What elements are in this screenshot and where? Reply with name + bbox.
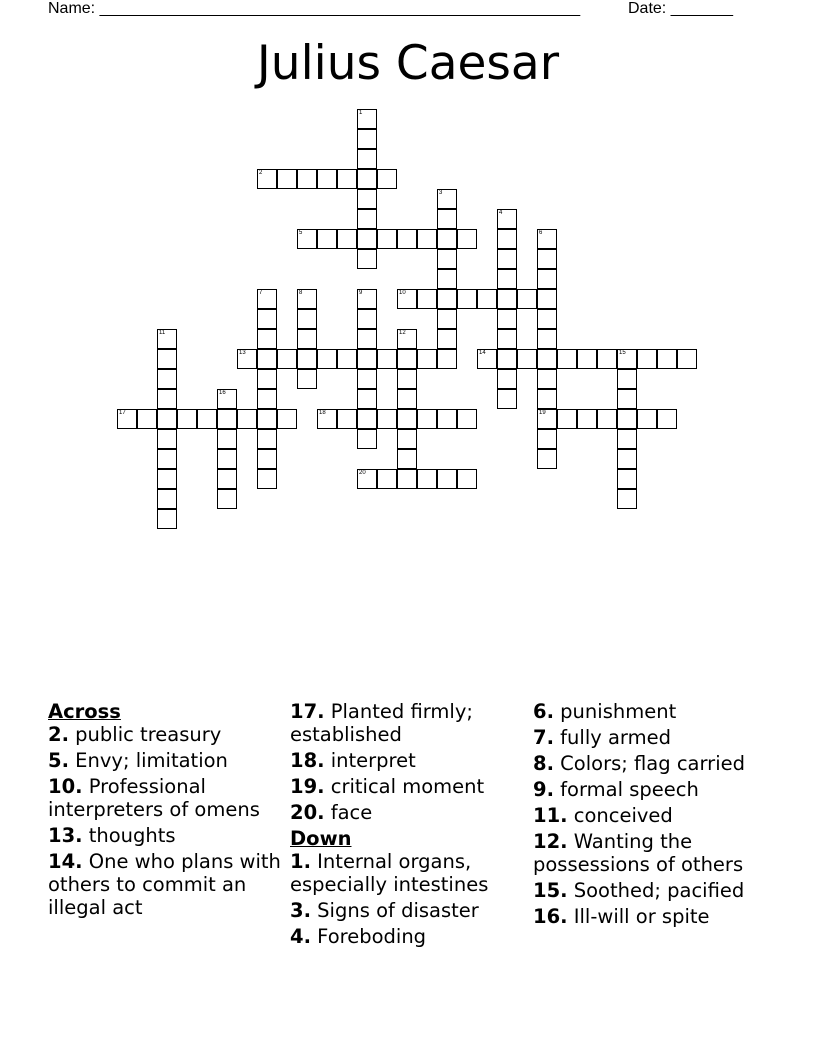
clue-number: 5: [299, 230, 303, 236]
grid-cell[interactable]: [437, 309, 457, 329]
grid-cell[interactable]: [557, 349, 577, 369]
grid-cell[interactable]: [297, 289, 317, 309]
grid-cell[interactable]: [397, 469, 417, 489]
grid-cell[interactable]: [397, 289, 417, 309]
grid-cell[interactable]: [257, 329, 277, 349]
clue-item: 16. Ill-will or spite: [533, 905, 710, 928]
clue-number: 18: [319, 410, 326, 416]
grid-cell[interactable]: [257, 289, 277, 309]
grid-cell[interactable]: [397, 329, 417, 349]
grid-cell[interactable]: [157, 329, 177, 349]
grid-cell[interactable]: [257, 409, 277, 429]
grid-cell[interactable]: [117, 409, 137, 429]
clue-number: 19: [539, 410, 546, 416]
grid-cell[interactable]: [357, 329, 377, 349]
grid-cell[interactable]: [537, 349, 557, 369]
clue-item: 1. Internal organs, especially intestines: [290, 850, 489, 896]
grid-cell[interactable]: [377, 469, 397, 489]
grid-cell[interactable]: [437, 289, 457, 309]
grid-cell[interactable]: [157, 429, 177, 449]
grid-cell[interactable]: [637, 349, 657, 369]
grid-cell[interactable]: [237, 409, 257, 429]
grid-cell[interactable]: [397, 429, 417, 449]
grid-cell[interactable]: [617, 409, 637, 429]
grid-cell[interactable]: [337, 169, 357, 189]
grid-cell[interactable]: [357, 229, 377, 249]
grid-cell[interactable]: [497, 289, 517, 309]
grid-cell[interactable]: [157, 489, 177, 509]
grid-cell[interactable]: [417, 289, 437, 309]
clue-item: 19. critical moment: [290, 775, 485, 798]
grid-cell[interactable]: [597, 349, 617, 369]
grid-cell[interactable]: [257, 169, 277, 189]
grid-cell[interactable]: [457, 229, 477, 249]
grid-cell[interactable]: [377, 349, 397, 369]
grid-cell[interactable]: [497, 349, 517, 369]
grid-cell[interactable]: [317, 169, 337, 189]
grid-cell[interactable]: [417, 469, 437, 489]
grid-cell[interactable]: [417, 229, 437, 249]
grid-cell[interactable]: [497, 369, 517, 389]
grid-cell[interactable]: [217, 429, 237, 449]
clue-number: 6: [539, 230, 543, 236]
grid-cell[interactable]: [277, 349, 297, 369]
date-field-label: Date: _______: [628, 0, 733, 17]
grid-cell[interactable]: [537, 449, 557, 469]
grid-cell[interactable]: [657, 349, 677, 369]
grid-cell[interactable]: [637, 409, 657, 429]
grid-cell[interactable]: [557, 409, 577, 429]
grid-cell[interactable]: [257, 369, 277, 389]
grid-cell[interactable]: [357, 149, 377, 169]
grid-cell[interactable]: [217, 389, 237, 409]
grid-cell[interactable]: [397, 449, 417, 469]
clue-item: 13. thoughts: [48, 824, 176, 847]
grid-cell[interactable]: [357, 209, 377, 229]
grid-cell[interactable]: [377, 169, 397, 189]
grid-cell[interactable]: [497, 249, 517, 269]
grid-cell[interactable]: [537, 229, 557, 249]
grid-cell[interactable]: [297, 329, 317, 349]
grid-cell[interactable]: [217, 469, 237, 489]
clue-number: 3: [439, 190, 443, 196]
clue-number: 1: [359, 110, 363, 116]
grid-cell[interactable]: [617, 389, 637, 409]
clue-number: 12: [399, 330, 406, 336]
clue-number: 16: [219, 390, 226, 396]
grid-cell[interactable]: [497, 209, 517, 229]
grid-cell[interactable]: [257, 429, 277, 449]
grid-cell[interactable]: [417, 349, 437, 369]
grid-cell[interactable]: [517, 289, 537, 309]
grid-cell[interactable]: [437, 469, 457, 489]
grid-cell[interactable]: [397, 389, 417, 409]
grid-cell[interactable]: [257, 309, 277, 329]
clue-number: 7: [259, 290, 263, 296]
grid-cell[interactable]: [237, 349, 257, 369]
grid-cell[interactable]: [477, 289, 497, 309]
grid-cell[interactable]: [437, 209, 457, 229]
grid-cell[interactable]: [617, 489, 637, 509]
grid-cell[interactable]: [517, 349, 537, 369]
clue-number: 13: [239, 350, 246, 356]
grid-cell[interactable]: [177, 409, 197, 429]
grid-cell[interactable]: [357, 389, 377, 409]
grid-cell[interactable]: [617, 369, 637, 389]
grid-cell[interactable]: [437, 269, 457, 289]
grid-cell[interactable]: [397, 229, 417, 249]
grid-cell[interactable]: [497, 389, 517, 409]
clue-number: 8: [299, 290, 303, 296]
grid-cell[interactable]: [257, 449, 277, 469]
grid-cell[interactable]: [357, 309, 377, 329]
down-heading: Down: [290, 827, 352, 850]
grid-cell[interactable]: [317, 349, 337, 369]
grid-cell[interactable]: [437, 329, 457, 349]
clue-number: 2: [259, 170, 263, 176]
clues-column-3: [533, 700, 773, 931]
grid-cell[interactable]: [577, 409, 597, 429]
grid-cell[interactable]: [437, 409, 457, 429]
clue-item: 10. Professional interpreters of omens: [48, 775, 260, 821]
grid-cell[interactable]: [577, 349, 597, 369]
clue-item: 4. Foreboding: [290, 925, 427, 948]
grid-cell[interactable]: [337, 229, 357, 249]
grid-cell[interactable]: [217, 449, 237, 469]
grid-cell[interactable]: [597, 409, 617, 429]
grid-cell[interactable]: [357, 409, 377, 429]
grid-cell[interactable]: [217, 489, 237, 509]
clue-number: 20: [359, 470, 366, 476]
clue-item: 20. face: [290, 801, 373, 824]
grid-cell[interactable]: [297, 349, 317, 369]
grid-cell[interactable]: [537, 269, 557, 289]
grid-cell[interactable]: [137, 409, 157, 429]
grid-cell[interactable]: [257, 469, 277, 489]
puzzle-title: Julius Caesar: [256, 36, 560, 91]
grid-cell[interactable]: [357, 349, 377, 369]
grid-cell[interactable]: [537, 389, 557, 409]
clue-item: 11. conceived: [533, 804, 673, 827]
grid-cell[interactable]: [377, 229, 397, 249]
clue-item: 6. punishment: [533, 700, 677, 723]
clue-number: 11: [159, 330, 166, 336]
grid-cell[interactable]: [317, 229, 337, 249]
clue-item: 8. Colors; flag carried: [533, 752, 745, 775]
clue-item: 15. Soothed; pacified: [533, 879, 745, 902]
grid-cell[interactable]: [157, 509, 177, 529]
clues-column-1: [48, 700, 283, 922]
grid-cell[interactable]: [397, 409, 417, 429]
grid-cell[interactable]: [437, 249, 457, 269]
grid-cell[interactable]: [337, 409, 357, 429]
grid-cell[interactable]: [677, 349, 697, 369]
clue-item: 18. interpret: [290, 749, 416, 772]
grid-cell[interactable]: [157, 409, 177, 429]
grid-cell[interactable]: [497, 329, 517, 349]
grid-cell[interactable]: [297, 369, 317, 389]
grid-cell[interactable]: [297, 169, 317, 189]
grid-cell[interactable]: [317, 409, 337, 429]
grid-cell[interactable]: [377, 409, 397, 429]
grid-cell[interactable]: [157, 369, 177, 389]
name-field-label: Name: ______________________________________________________: [48, 0, 581, 17]
grid-cell[interactable]: [157, 349, 177, 369]
clue-item: 17. Planted firmly; established: [290, 700, 473, 746]
grid-cell[interactable]: [537, 309, 557, 329]
clue-number: 15: [619, 350, 626, 356]
grid-cell[interactable]: [537, 409, 557, 429]
grid-cell[interactable]: [617, 449, 637, 469]
clue-item: 9. formal speech: [533, 778, 699, 801]
grid-cell[interactable]: [357, 109, 377, 129]
grid-cell[interactable]: [537, 249, 557, 269]
grid-cell[interactable]: [617, 429, 637, 449]
grid-cell[interactable]: [477, 349, 497, 369]
grid-cell[interactable]: [537, 429, 557, 449]
grid-cell[interactable]: [157, 389, 177, 409]
clue-item: 2. public treasury: [48, 723, 222, 746]
grid-cell[interactable]: [197, 409, 217, 429]
clue-item: 12. Wanting the possessions of others: [533, 830, 744, 876]
grid-cell[interactable]: [357, 469, 377, 489]
grid-cell[interactable]: [357, 289, 377, 309]
clue-number: 17: [119, 410, 126, 416]
grid-cell[interactable]: [357, 189, 377, 209]
clue-item: 3. Signs of disaster: [290, 899, 479, 922]
grid-cell[interactable]: [537, 289, 557, 309]
grid-cell[interactable]: [277, 169, 297, 189]
grid-cell[interactable]: [257, 349, 277, 369]
across-heading: Across: [48, 700, 121, 723]
grid-cell[interactable]: [357, 429, 377, 449]
grid-cell[interactable]: [357, 169, 377, 189]
grid-cell[interactable]: [537, 329, 557, 349]
clue-item: 5. Envy; limitation: [48, 749, 228, 772]
clue-number: 4: [499, 210, 503, 216]
grid-cell[interactable]: [277, 409, 297, 429]
grid-cell[interactable]: [457, 289, 477, 309]
clue-item: 14. One who plans with others to commit an illegal act: [48, 850, 281, 919]
grid-cell[interactable]: [297, 309, 317, 329]
grid-cell[interactable]: [337, 349, 357, 369]
grid-cell[interactable]: [417, 409, 437, 429]
grid-cell[interactable]: [497, 229, 517, 249]
grid-cell[interactable]: [357, 129, 377, 149]
grid-cell[interactable]: [437, 189, 457, 209]
grid-cell[interactable]: [657, 409, 677, 429]
grid-cell[interactable]: [157, 469, 177, 489]
grid-cell[interactable]: [457, 409, 477, 429]
grid-cell[interactable]: [217, 409, 237, 429]
clues-column-2: [290, 700, 520, 951]
grid-cell[interactable]: [497, 309, 517, 329]
grid-cell[interactable]: [617, 469, 637, 489]
grid-cell[interactable]: [457, 469, 477, 489]
grid-cell[interactable]: [297, 229, 317, 249]
grid-cell[interactable]: [397, 349, 417, 369]
grid-cell[interactable]: [497, 269, 517, 289]
grid-cell[interactable]: [157, 449, 177, 469]
clue-item: 7. fully armed: [533, 726, 671, 749]
clue-number: 9: [359, 290, 363, 296]
grid-cell[interactable]: [257, 389, 277, 409]
grid-cell[interactable]: [437, 349, 457, 369]
grid-cell[interactable]: [357, 369, 377, 389]
grid-cell[interactable]: [357, 249, 377, 269]
grid-cell[interactable]: [617, 349, 637, 369]
grid-cell[interactable]: [537, 369, 557, 389]
clue-number: 14: [479, 350, 486, 356]
clue-number: 10: [399, 290, 406, 296]
grid-cell[interactable]: [397, 369, 417, 389]
grid-cell[interactable]: [437, 229, 457, 249]
